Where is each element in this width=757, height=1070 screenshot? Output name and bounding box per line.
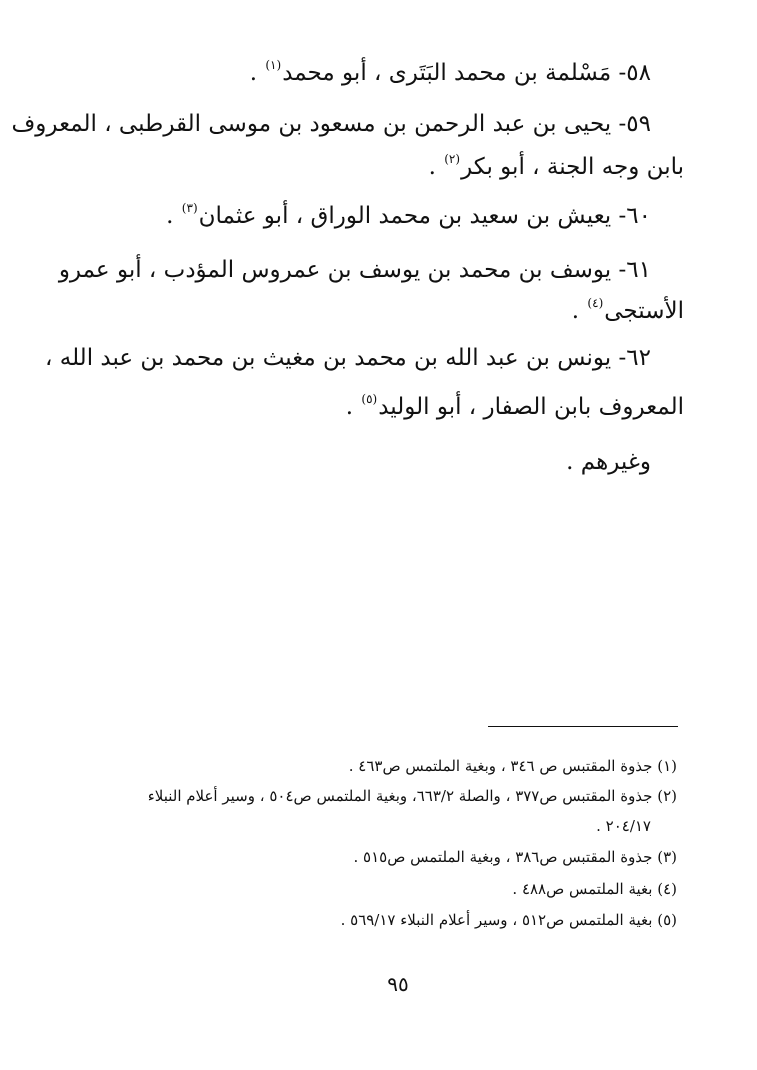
footnote-5: (٥) بغية الملتمس ص٥١٢ ، وسير أعلام النبلاء ٥٦٩/١٧ . bbox=[340, 911, 677, 929]
entry-60-text: ٦٠- يعيش بن سعيد بن محمد الوراق ، أبو عثمان bbox=[198, 203, 651, 229]
entry-61-line-2 bbox=[572, 296, 684, 326]
footnote-2-line-2: ٢٠٤/١٧ . bbox=[596, 817, 651, 835]
entry-62-end: . bbox=[345, 394, 361, 420]
entry-58-text: ٥٨- مَسْلمة بن محمد البَتَرى ، أبو محمد bbox=[282, 60, 651, 86]
entry-62-text-1: ٦٢- يونس بن عبد الله بن محمد بن مغيث بن محمد بن عبد الله ، bbox=[45, 345, 651, 371]
footnote-ref-4: (٤) bbox=[587, 296, 604, 311]
footnote-divider bbox=[488, 726, 678, 727]
closing-text: وغيرهم . bbox=[566, 449, 651, 475]
entry-62-text-2: المعروف بابن الصفار ، أبو الوليد bbox=[378, 394, 684, 420]
footnote-ref-5: (٥) bbox=[361, 392, 378, 407]
footnote-4: (٤) بغية الملتمس ص٤٨٨ . bbox=[512, 880, 677, 898]
entry-61-text-2: الأستجى bbox=[604, 298, 684, 324]
entry-59-text-1: ٥٩- يحيى بن عبد الرحمن بن مسعود بن موسى القرطبى ، المعروف bbox=[11, 111, 651, 137]
footnote-2-line-1: (٢) جذوة المقتبس ص٣٧٧ ، والصلة ٦٦٣/٢، وبغية الملتمس ص٥٠٤ ، وسير أعلام النبلاء bbox=[147, 787, 677, 805]
entry-59-end: . bbox=[428, 154, 444, 180]
footnote-1: (١) جذوة المقتبس ص ٣٤٦ ، وبغية الملتمس ص٤٦٣ . bbox=[348, 757, 677, 775]
entry-62-line-2 bbox=[346, 392, 684, 422]
footnote-3: (٣) جذوة المقتبس ص٣٨٦ ، وبغية الملتمس ص٥١٥ . bbox=[353, 848, 677, 866]
entry-61-line-1 bbox=[58, 255, 651, 285]
entry-58-end: . bbox=[249, 60, 265, 86]
entry-58-line-1 bbox=[250, 58, 651, 88]
entry-61-end: . bbox=[571, 298, 587, 324]
entry-59-line-2 bbox=[429, 152, 684, 182]
entry-61-text-1: ٦١- يوسف بن محمد بن يوسف بن عمروس المؤدب ، أبو عمرو bbox=[58, 257, 651, 283]
footnote-ref-2: (٢) bbox=[444, 152, 461, 167]
footnote-ref-1: (١) bbox=[265, 58, 282, 73]
entry-59-text-2: بابن وجه الجنة ، أبو بكر bbox=[461, 154, 684, 180]
entry-62-line-1 bbox=[45, 343, 651, 373]
footnote-ref-3: (٣) bbox=[181, 201, 198, 216]
page-number: ٩٥ bbox=[387, 972, 409, 996]
entry-60-line-1 bbox=[166, 201, 651, 231]
entry-59-line-1 bbox=[11, 109, 651, 139]
entry-60-end: . bbox=[166, 203, 181, 229]
